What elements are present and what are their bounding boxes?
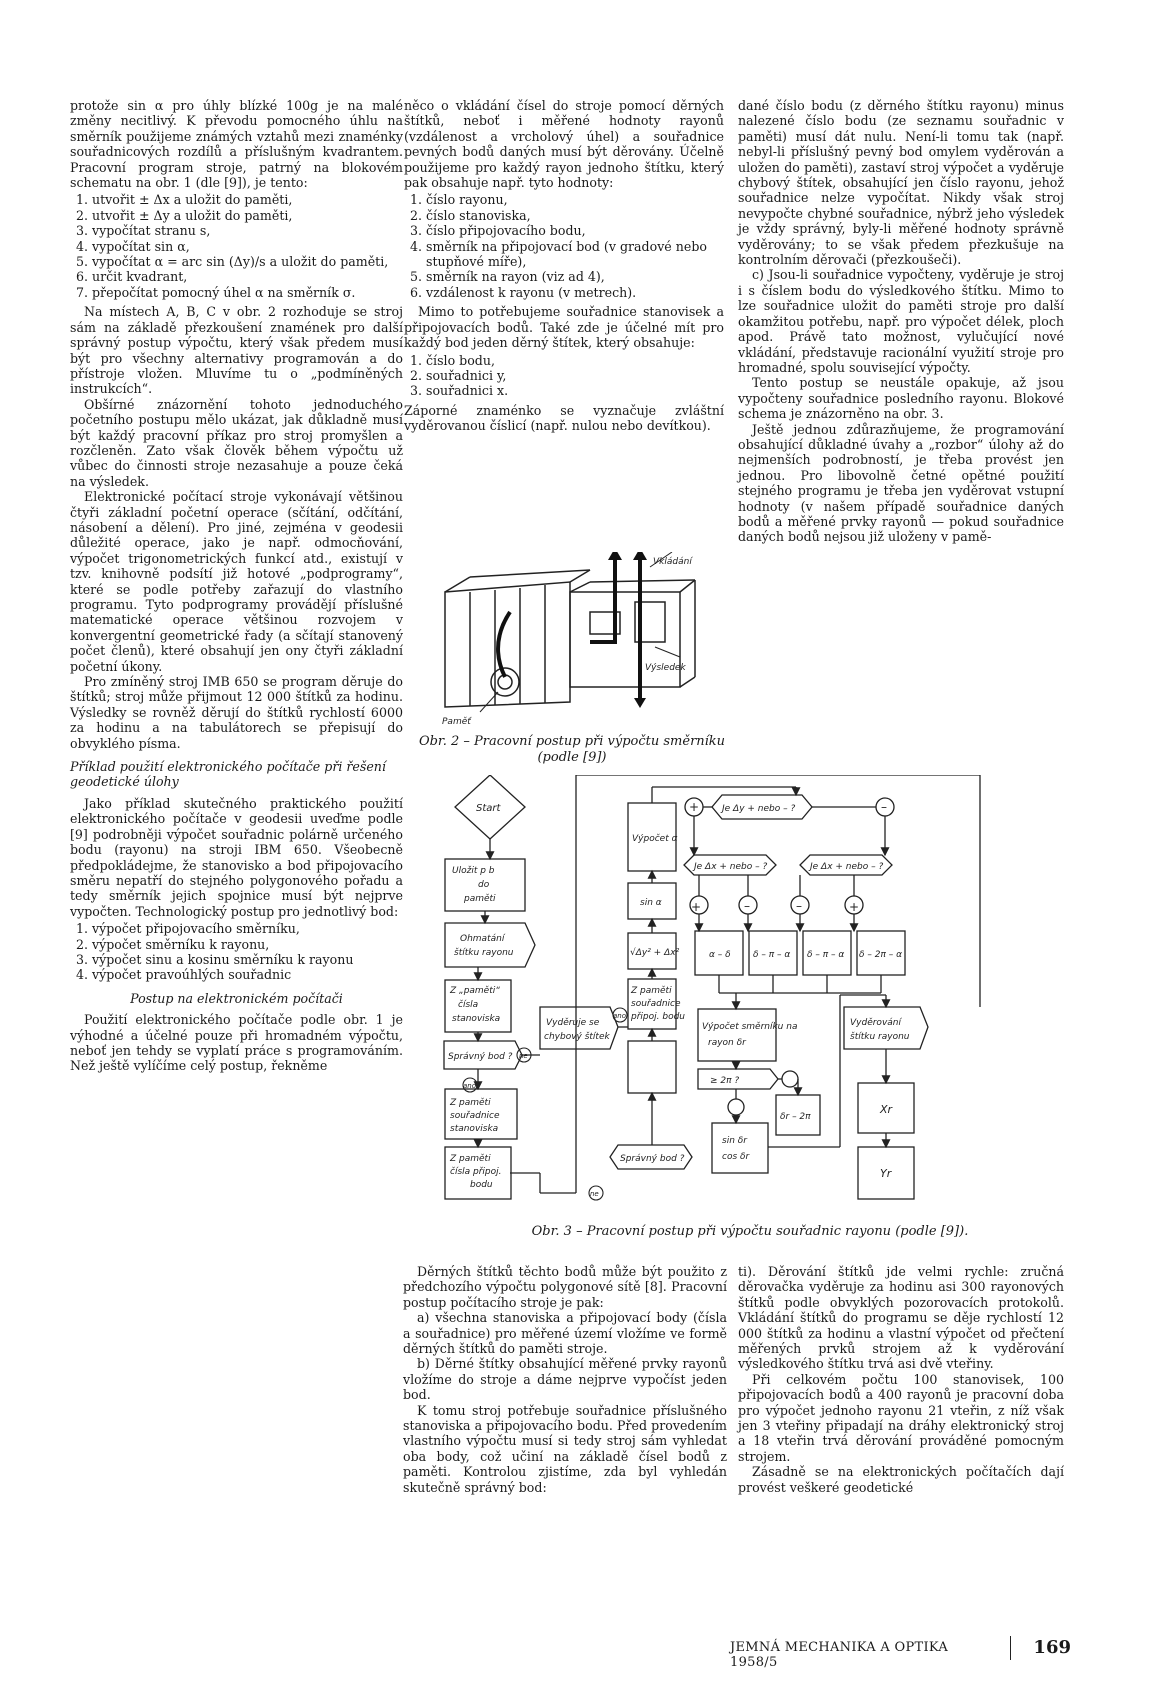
list-item: 1. číslo rayonu,	[426, 192, 724, 207]
fig3-text: stanoviska	[452, 1014, 501, 1024]
fig3-text: Je Δx + nebo – ?	[694, 862, 768, 872]
fig3-text: Z paměti	[631, 986, 672, 996]
figure-2-caption: Obr. 2 – Pracovní postup při výpočtu směrníku (podle [9])	[418, 734, 726, 765]
point-card-list	[404, 353, 724, 399]
paragraph: ti). Děrování štítků jde velmi rychle: zručná děrovačka vyděruje za hodinu asi 300 rayonových štítků podle obvyklých pozorovacích protokolů. Vkládání štítků do programu se děje rychlostí 12 000 štítků za hodinu a vlastní výpočet od přečtení měřených prvků strojem až k vyděrování výsledkového štítku trvá asi dvě vteřiny.	[738, 1264, 1064, 1372]
list-item: 3. vypočítat stranu s,	[92, 223, 403, 238]
program-steps-list	[70, 192, 403, 300]
list-item: 5. směrník na rayon (viz ad 4),	[426, 269, 724, 284]
paragraph: Zásadně se na elektronických počítačích dají provést veškeré geodetické	[738, 1464, 1064, 1495]
fig3-text: paměti	[464, 894, 496, 904]
fig3-text: čísla připoj.	[450, 1167, 502, 1177]
fig3-text: cos δr	[722, 1152, 750, 1162]
section-heading: Příklad použití elektronického počítače při řešení geodetické úlohy	[70, 759, 386, 790]
fig3-text: do	[478, 880, 490, 890]
fig2-label-output: Výsledek	[645, 663, 686, 673]
footer-divider	[1010, 1636, 1011, 1660]
list-item: 4. vypočítat sin α,	[92, 239, 403, 254]
paragraph: Obšírné znázornění tohoto jednoduchého početního postupu mělo ukázat, jak důkladně musí být každý pracovní příkaz pro stroj promyšlen a rozčleněn. Zato však člověk během výpočtu už vůbec do činnosti stroje nezasahuje a pouze čeká na výsledek.	[70, 396, 403, 489]
fig3-text: chybový štítek	[544, 1032, 610, 1042]
page-number: 169	[1033, 1637, 1071, 1658]
text-column-1	[70, 98, 403, 1074]
fig3-text: δ – π – α	[753, 950, 791, 960]
fig3-minus: –	[881, 800, 887, 814]
figure-3-block-schema	[440, 775, 1040, 1215]
fig3-text: sin α	[640, 898, 662, 908]
fig3-text: Z „paměti“	[450, 986, 500, 996]
fig3-text: souřadnice	[631, 999, 681, 1009]
fig3-text: Yr	[880, 1167, 892, 1180]
list-item: 2. výpočet směrníku k rayonu,	[92, 937, 403, 952]
fig3-text: α – δ	[709, 950, 731, 960]
fig3-text: Z paměti	[450, 1154, 491, 1164]
fig3-no: ne	[519, 1052, 528, 1060]
fig2-label-memory: Paměť	[442, 717, 471, 727]
list-item: 4. směrník na připojovací bod (v gradové nebo stupňové míře),	[426, 239, 724, 270]
paragraph: Jako příklad skutečného praktického použití elektronického počítače v geodesii uveďme podle [9] podrobněji výpočet souřadnic polárně určeného bodu (rayonu) na stroji IBM 650. Všeobecně předpokládejme, že stanovisko a bod připojovacího směru nepatří do stejného polygonového pořadu a tedy směrník jejich spojnice musí být nejprve vypočten. Technologický postup pro jednotlivý bod:	[70, 795, 403, 919]
fig3-text: Z paměti	[450, 1098, 491, 1108]
fig3-plus: +	[849, 900, 860, 914]
fig3-text: Vyděrování	[850, 1018, 901, 1028]
figure-2-machine-illustration	[440, 552, 696, 730]
list-item: 2. číslo stanoviska,	[426, 208, 724, 223]
fig3-text: δr – 2π	[780, 1112, 811, 1122]
paragraph: Použití elektronického počítače podle obr. 1 je výhodné a účelné pouze při hromadném výpočtu, neboť jen tehdy se vyplatí práce s programováním. Než ještě vylíčíme celý postup, řekněme	[70, 1012, 403, 1074]
paragraph: dané číslo bodu (z děrného štítku rayonu) minus nalezené číslo bodu (ze seznamu souřadnic v paměti) musí dát nulu. Není-li tomu tak (např. nebyl-li příslušný pevný bod omylem vyděrován a uložen do paměti), zastaví stroj výpočet a vyděruje chybový štítek, obsahující jen číslo rayonu, jehož souřadnice nelze vypočítat. Nikdy však stroj nevypočte chybné souřadnice, nýbrž jeho výsledek je vždy správný, byly-li měřené hodnoty správně vyděrovány; to se však předem přezkušuje na kontrolním děrovači (přezkoušeči).	[738, 98, 1064, 268]
fig3-plus: +	[691, 900, 702, 914]
fig3-text: připoj. bodu	[631, 1012, 685, 1022]
fig3-text: čísla	[458, 1000, 479, 1010]
fig3-text: Je Δx + nebo – ?	[810, 862, 884, 872]
fig3-text: bodu	[470, 1180, 493, 1190]
paragraph: Na místech A, B, C v obr. 2 rozhoduje se stroj sám na základě přezkoušení znamének pro další správný postup výpočtu, který však předem musí být pro všechny alternativy programován a do přístroje vložen. Mluvíme tu o „podmíněných instrukcích“.	[70, 304, 403, 397]
fig3-text: Výpočet α	[632, 834, 678, 844]
list-item: 2. utvořit ± Δy a uložit do paměti,	[92, 208, 403, 223]
paragraph: Při celkovém počtu 100 stanovisek, 100 připojovacích bodů a 400 rayonů je pracovní doba pro výpočet jednoho rayonu 21 vteřin, z níž však jen 3 vteřiny připadají na dráhy elektronický stroj a 18 vteřin trvá děrování prováděné pomocným strojem.	[738, 1371, 1064, 1464]
paragraph: něco o vkládání čísel do stroje pomocí děrných štítků, neboť i měřené hodnoty rayonů (vzdálenost a vrcholový úhel) a souřadnice pevných bodů daných musí být děrovány. Účelně použijeme pro každý rayon jednoho štítku, který pak obsahuje např. tyto hodnoty:	[404, 98, 724, 191]
fig3-text: rayon δr	[708, 1038, 746, 1048]
list-item: 6. určit kvadrant,	[92, 269, 403, 284]
paragraph: Ještě jednou zdůrazňujeme, že programování obsahující důkladné úvahy a „rozbor“ úlohy až do nejmenších podrobností, je třeba provést jen jednou. Pro libovolně četné opětné použití stejného programu je třeba jen vyděrovat vstupní hodnoty (v našem případě souřadnice daných bodů a měřené prvky rayonů — pokud souřadnice daných bodů nejsou již uloženy v pamě-	[738, 421, 1064, 545]
fig3-plus: +	[689, 800, 700, 814]
text-column-2	[404, 98, 724, 434]
fig3-yes: ano	[463, 1082, 477, 1090]
fig3-minus: –	[744, 899, 750, 913]
text-column-5	[738, 1264, 1064, 1495]
list-item: 4. výpočet pravoúhlých souřadnic	[92, 967, 403, 982]
fig3-text: Xr	[880, 1103, 893, 1116]
text-column-4	[403, 1264, 727, 1495]
list-item: 1. výpočet připojovacího směrníku,	[92, 921, 403, 936]
fig3-text: δ – 2π – α	[859, 950, 903, 960]
fig3-yes: ano	[613, 1012, 627, 1020]
list-item: 6. vzdálenost k rayonu (v metrech).	[426, 285, 724, 300]
fig3-text: δ – π – α	[807, 950, 845, 960]
fig3-text: štítku rayonu	[850, 1032, 910, 1042]
fig3-no: ne	[590, 1190, 599, 1198]
paragraph: protože sin α pro úhly blízké 100g je na malé změny necitlivý. K převodu pomocného úhlu na směrník použijeme známých vztahů mezi znaménky souřadnicových rozdílů a příslušným kvadrantem. Pracovní program stroje, patrný na blokovém schematu na obr. 1 (dle [9]), je tento:	[70, 98, 403, 191]
fig3-text: ≥ 2π ?	[710, 1076, 740, 1086]
paragraph: a) všechna stanoviska a připojovací body (čísla a souřadnice) pro měřené území vložíme ve formě děrných štítků do paměti stroje.	[403, 1310, 727, 1357]
fig3-text: sin δr	[722, 1136, 747, 1146]
list-item: 5. vypočítat α = arc sin (Δy)/s a uložit do paměti,	[92, 254, 403, 269]
journal-title: JEMNÁ MECHANIKA A OPTIKA 1958/5	[730, 1640, 949, 1670]
technology-steps-list	[70, 921, 403, 983]
fig3-text: Správný bod ?	[620, 1154, 685, 1164]
paragraph: Tento postup se neustále opakuje, až jsou vypočteny souřadnice posledního rayonu. Blokové schema je znázorněno na obr. 3.	[738, 375, 1064, 422]
paragraph: c) Jsou-li souřadnice vypočteny, vyděruje je stroj i s číslem bodu do výsledkového štítku. Mimo to lze souřadnice uložit do paměti stroje pro další okamžitou potřebu, např. pro výpočet délek, ploch apod. Právě tato možnost, vylučující nové vkládání, představuje racionální využití stroje pro hromadné, spolu související výpočty.	[738, 267, 1064, 375]
fig3-text: štítku rayonu	[454, 948, 514, 958]
page-footer	[730, 1636, 1075, 1670]
text-column-3	[738, 98, 1064, 545]
fig3-text: Uložit p b	[452, 866, 495, 876]
fig3-text: Je Δy + nebo – ?	[722, 804, 796, 814]
paragraph: Elektronické počítací stroje vykonávají většinou čtyři základní početní operace (sčítání, odčítání, násobení a dělení). Pro jiné, zejména v geodesii důležité operace, jako je např. odmocňování, výpočet trigonometrických funkcí atd., existují v tzv. knihovně podsítí již hotové „podprogramy“, které se podle potřeby zařazují do vlastního programu. Tyto podprogramy provádějí příslušné matematické operace většinou rozvojem v konvergentní geometrické řady (a sčítají stanovený počet členů), které obsahují jen ony čtyři základní početní úkony.	[70, 489, 403, 674]
list-item: 2. souřadnici y,	[426, 368, 724, 383]
fig3-text: Ohmatání	[460, 934, 505, 944]
list-item: 3. souřadnici x.	[426, 383, 724, 398]
list-item: 3. výpočet sinu a kosinu směrníku k rayonu	[92, 952, 403, 967]
paragraph: Mimo to potřebujeme souřadnice stanovisek a připojovacích bodů. Také zde je účelné mít pro každý bod jeden děrný štítek, který obsahuje:	[404, 304, 724, 351]
fig3-text: Správný bod ?	[448, 1052, 513, 1062]
figure-3-caption: Obr. 3 – Pracovní postup při výpočtu souřadnic rayonu (podle [9]).	[531, 1224, 969, 1239]
fig2-label-input: Vkládání	[653, 557, 692, 567]
section-heading: Postup na elektronickém počítači	[130, 990, 343, 1006]
list-item: 7. přepočítat pomocný úhel α na směrník σ.	[92, 285, 403, 300]
paragraph: Děrných štítků těchto bodů může být použito z předchozího výpočtu polygonové sítě [8]. Pracovní postup počítacího stroje je pak:	[403, 1264, 727, 1310]
list-item: 3. číslo připojovacího bodu,	[426, 223, 724, 238]
paragraph: Záporné znaménko se vyznačuje zvláštní vyděrovanou číslicí (např. nulou nebo devítkou).	[404, 402, 724, 434]
fig3-start: Start	[476, 803, 501, 814]
paragraph: K tomu stroj potřebuje souřadnice příslušného stanoviska a připojovacího bodu. Před provedením vlastního výpočtu musí si tedy stroj sám vyhledat oba body, což učiní na základě čísel bodů z paměti. Kontrolou zjistíme, zda byl vyhledán skutečně správný bod:	[403, 1402, 727, 1495]
paragraph: Pro zmíněný stroj IMB 650 se program děruje do štítků; stroj může přijmout 12 000 štítků za hodinu. Výsledky se rovněž děrují do štítků rychlostí 6000 za hodinu a na tabulátorech se přepisují do obvyklého písma.	[70, 674, 403, 751]
list-item: 1. číslo bodu,	[426, 353, 724, 368]
fig3-minus: –	[796, 899, 802, 913]
fig3-text: Výpočet směrníku na	[702, 1022, 798, 1032]
fig3-text: souřadnice	[450, 1111, 500, 1121]
card-values-list	[404, 192, 724, 300]
fig3-text: Vyděruje se	[546, 1018, 600, 1028]
fig3-text: √Δy² + Δx²	[630, 948, 680, 958]
fig3-text: stanoviska	[450, 1124, 499, 1134]
paragraph: b) Děrné štítky obsahující měřené prvky rayonů vložíme do stroje a dáme nejprve vypočíst jeden bod.	[403, 1356, 727, 1403]
list-item: 1. utvořit ± Δx a uložit do paměti,	[92, 192, 403, 207]
